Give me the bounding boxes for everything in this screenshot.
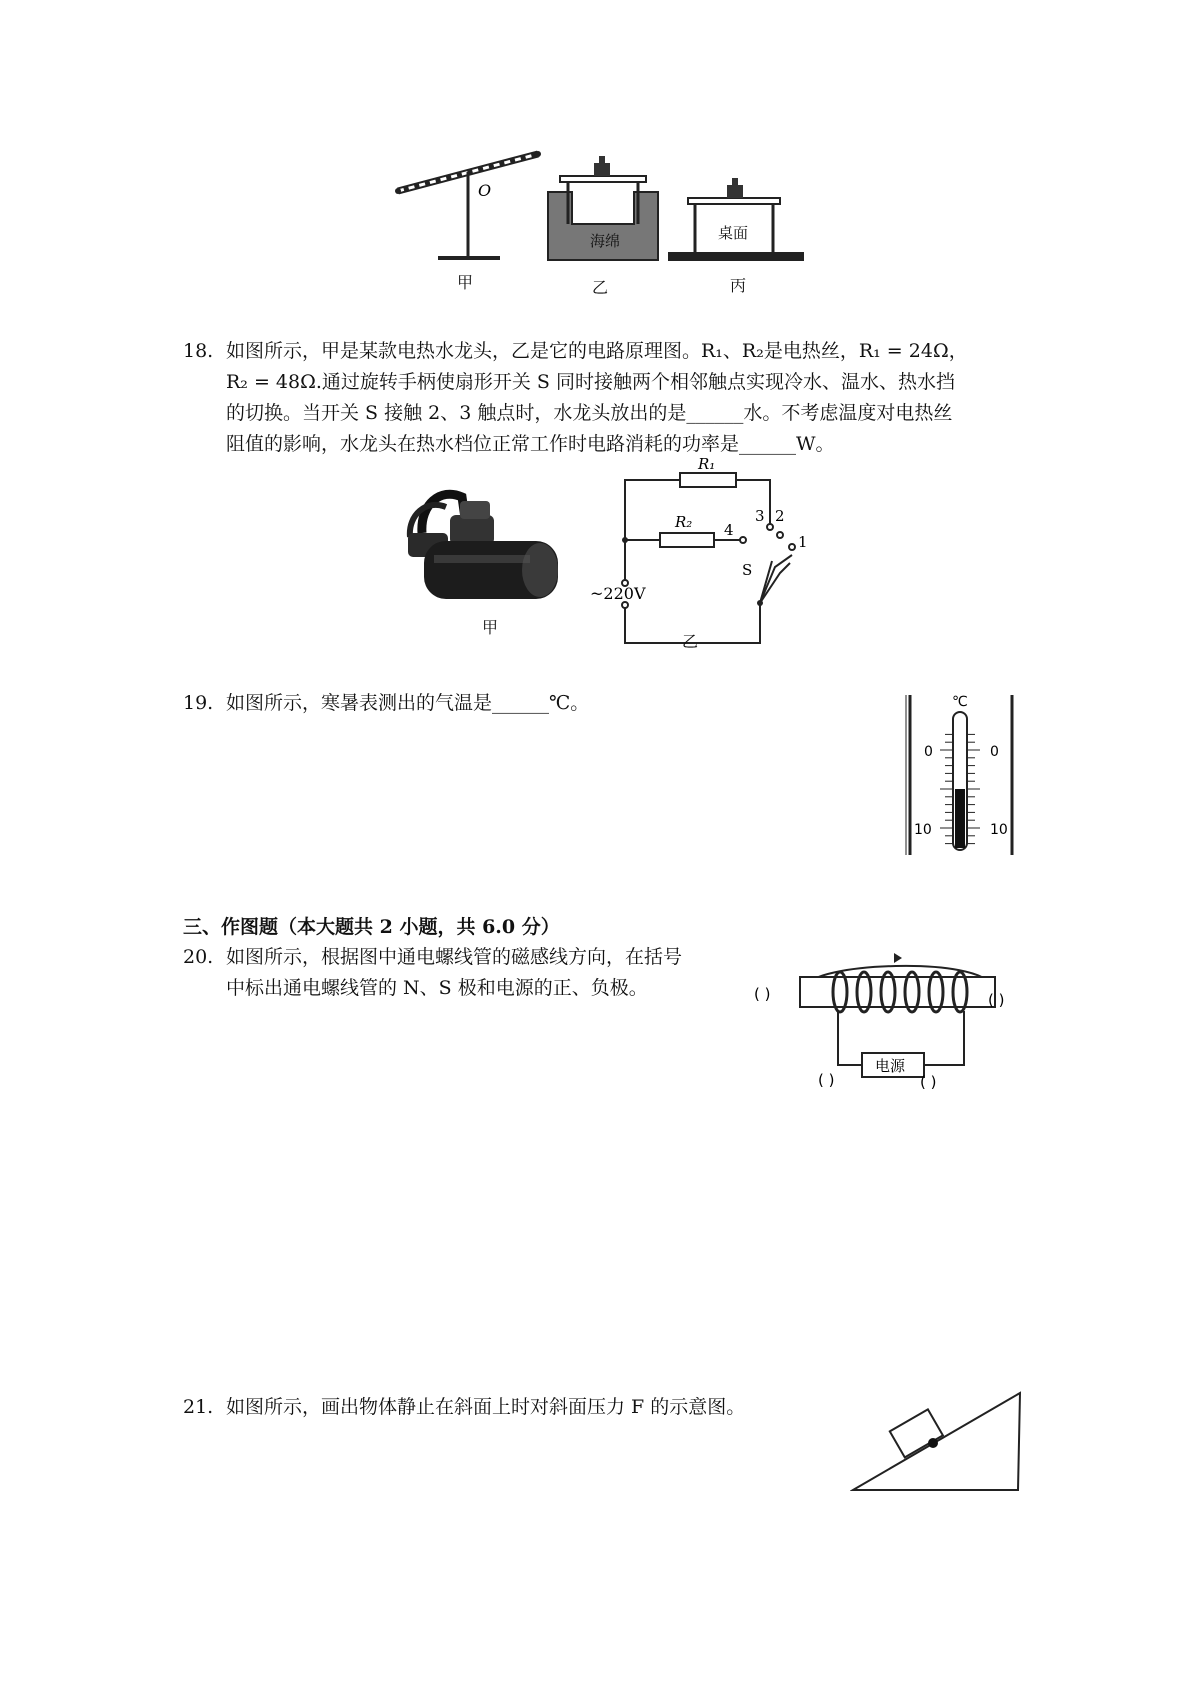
thermometer-svg: [900, 690, 1020, 860]
caption-bing-17: 丙: [729, 276, 746, 295]
caption-jia-18: 甲: [481, 618, 498, 637]
caption-yi-18: 乙: [681, 632, 698, 651]
caption-yi-17: 乙: [591, 278, 608, 297]
section-3-title: 三、作图题（本大题共 2 小题，共 6.0 分）: [183, 916, 560, 938]
r2-label: R₂: [675, 513, 693, 531]
figure-17: [390, 140, 830, 300]
lever-stand: [395, 151, 541, 258]
unit-label: ℃: [952, 694, 968, 710]
right-pole-bracket: ( ): [988, 991, 1005, 1009]
question-18-line-1: 如图所示，甲是某款电热水龙头，乙是它的电路原理图。R₁、R₂是电热丝，R₁ = 24Ω，: [226, 340, 968, 362]
power-left-bracket: ( ): [818, 1071, 835, 1089]
question-21-text: 如图所示，画出物体静止在斜面上时对斜面压力 F 的示意图。: [226, 1396, 746, 1418]
node-2-label: 2: [775, 507, 785, 525]
question-20-line-2: 中标出通电螺线管的 N、S 极和电源的正、负极。: [226, 977, 648, 999]
node-4-label: 4: [724, 521, 734, 539]
pivot-label: O: [478, 181, 492, 200]
question-18-line-3: 的切换。当开关 S 接触 2、3 触点时，水龙头放出的是______水。不考虑温度对电热丝: [226, 402, 953, 424]
right-zero-label: 0: [990, 744, 999, 760]
incline-svg: [850, 1390, 1030, 1500]
node-1-label: 1: [798, 533, 808, 551]
question-number: 19.: [183, 692, 214, 714]
left-ten-label: 10: [914, 822, 932, 838]
table-label: 桌面: [718, 224, 749, 242]
circuit-diagram: [625, 473, 792, 643]
node-3-label: 3: [755, 507, 765, 525]
left-zero-label: 0: [924, 744, 933, 760]
question-number: 18.: [183, 340, 214, 362]
sponge-label: 海绵: [590, 232, 621, 250]
question-number: 21.: [183, 1396, 214, 1418]
question-19-text: 如图所示，寒暑表测出的气温是______℃。: [226, 692, 590, 714]
faucet-image: [408, 494, 558, 599]
question-20-line-1: 如图所示，根据图中通电螺线管的磁感线方向，在括号: [226, 946, 683, 968]
solenoid-figure: [752, 945, 1032, 1095]
question-number: 20.: [183, 946, 214, 968]
left-pole-bracket: ( ): [754, 985, 771, 1003]
thermometer-liquid: [955, 789, 965, 848]
right-ten-label: 10: [990, 822, 1008, 838]
voltage-label: ~220V: [590, 584, 646, 603]
question-18-line-4: 阻值的影响，水龙头在热水档位正常工作时电路消耗的功率是______W。: [226, 433, 835, 455]
figure-18: [400, 455, 820, 655]
r1-label: R₁: [698, 455, 716, 473]
power-source-label: 电源: [875, 1057, 906, 1075]
switch-label: S: [742, 561, 753, 579]
incline-figure: [850, 1390, 1030, 1500]
solenoid-svg: [752, 945, 1032, 1095]
table-setup: [668, 178, 804, 261]
caption-jia-17: 甲: [456, 273, 473, 292]
power-right-bracket: ( ): [920, 1073, 937, 1091]
question-18-line-2: R₂ = 48Ω.通过旋转手柄使扇形开关 S 同时接触两个相邻触点实现冷水、温水、热水挡: [226, 371, 955, 393]
thermometer-figure: [900, 690, 1020, 860]
